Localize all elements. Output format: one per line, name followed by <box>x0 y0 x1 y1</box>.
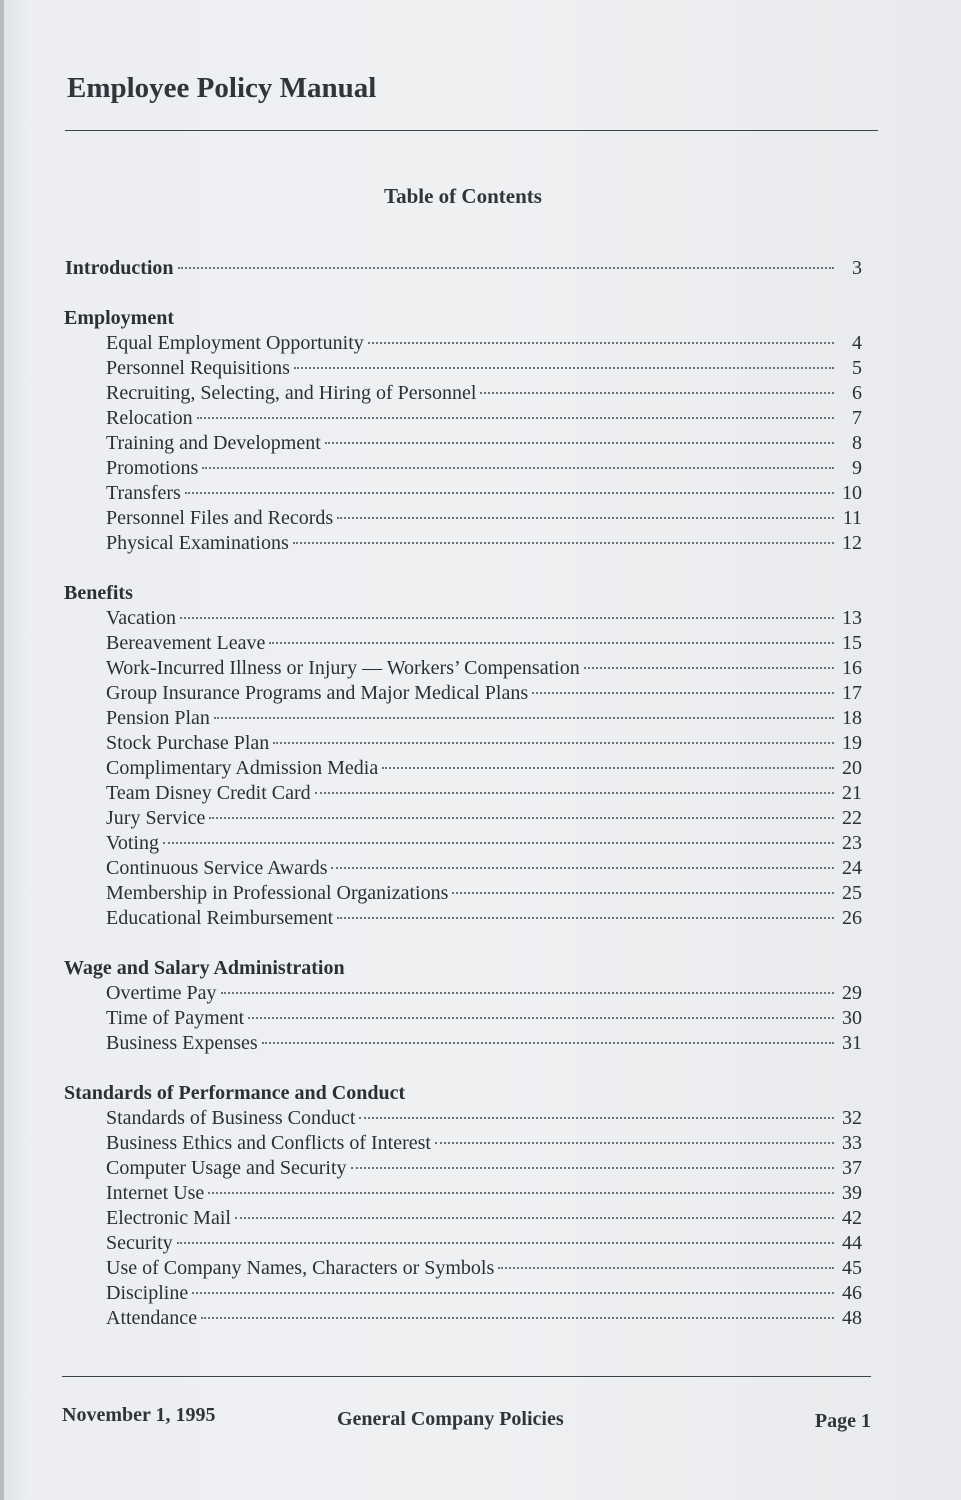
dot-leader <box>294 367 834 369</box>
toc-entry <box>62 806 862 831</box>
dot-leader <box>209 817 834 819</box>
header-divider <box>65 130 878 131</box>
toc-entry <box>62 1256 862 1281</box>
toc-section <box>62 306 862 556</box>
toc-entry-label: Transfers <box>106 482 181 504</box>
toc-entry-label: Complimentary Admission Media <box>106 757 379 779</box>
dot-leader <box>185 492 834 494</box>
toc-entry <box>62 381 862 406</box>
footer-section-title: General Company Policies <box>337 1408 564 1430</box>
toc-entry-page: 5 <box>852 357 862 379</box>
toc-entry <box>62 481 862 506</box>
toc-entry-label: Time of Payment <box>106 1007 245 1029</box>
toc-entry <box>62 1231 862 1256</box>
toc-entry-label: Voting <box>106 832 159 854</box>
toc-entry-page: 19 <box>842 732 862 754</box>
toc-entry-label: Continuous Service Awards <box>106 857 328 879</box>
dot-leader <box>368 342 834 344</box>
toc-entry-page: 11 <box>842 507 862 529</box>
toc-entry-page: 16 <box>842 657 862 679</box>
toc-entry-label: Security <box>106 1232 173 1254</box>
toc-entry-page: 31 <box>842 1032 862 1054</box>
toc-entry-label: Promotions <box>106 457 199 479</box>
toc-entry-page: 37 <box>842 1157 862 1179</box>
toc-entry <box>62 681 862 706</box>
dot-leader <box>315 792 834 794</box>
toc-entry-label: Personnel Files and Records <box>106 507 334 529</box>
toc-entry <box>62 531 862 556</box>
toc-entry <box>62 1031 862 1056</box>
toc-entry-page: 25 <box>842 882 862 904</box>
toc-entry-label: Vacation <box>106 607 176 629</box>
dot-leader <box>293 542 834 544</box>
toc-entry-page: 10 <box>842 482 862 504</box>
toc-entry-label: Stock Purchase Plan <box>106 732 270 754</box>
toc-entry-page: 30 <box>842 1007 862 1029</box>
dot-leader <box>197 417 834 419</box>
dot-leader <box>180 617 834 619</box>
toc-entry-page: 23 <box>842 832 862 854</box>
dot-leader <box>235 1217 834 1219</box>
dot-leader <box>331 867 834 869</box>
manual-title: Employee Policy Manual <box>67 72 377 104</box>
toc-entry-label: Relocation <box>106 407 193 429</box>
dot-leader <box>177 1242 834 1244</box>
toc-title: Table of Contents <box>384 184 542 208</box>
dot-leader <box>351 1167 835 1169</box>
dot-leader <box>214 717 834 719</box>
toc-entry-page: 18 <box>842 707 862 729</box>
toc-entry <box>62 981 862 1006</box>
toc-entry <box>62 1131 862 1156</box>
toc-entry <box>62 831 862 856</box>
toc-entry-label: Equal Employment Opportunity <box>106 332 364 354</box>
toc-entry-page: 12 <box>842 532 862 554</box>
toc-entry-label: Use of Company Names, Characters or Symbols <box>106 1257 495 1279</box>
toc-entry-page: 45 <box>842 1257 862 1279</box>
toc-entry <box>62 406 862 431</box>
toc-entry-page: 22 <box>842 807 862 829</box>
toc-entry-label: Bereavement Leave <box>106 632 266 654</box>
dot-leader <box>192 1292 834 1294</box>
toc-entry-page: 46 <box>842 1282 862 1304</box>
footer-date: November 1, 1995 <box>62 1404 216 1426</box>
toc-entry <box>62 1206 862 1231</box>
toc-entry-label: Business Expenses <box>106 1032 258 1054</box>
dot-leader <box>435 1142 834 1144</box>
table-of-contents <box>62 256 862 1331</box>
footer-page-number: Page 1 <box>814 1410 871 1432</box>
toc-entry-page: 26 <box>842 907 862 929</box>
toc-entry-label: Personnel Requisitions <box>106 357 290 379</box>
dot-leader <box>584 667 834 669</box>
dot-leader <box>221 992 834 994</box>
toc-entry <box>62 881 862 906</box>
toc-entry-page: 33 <box>842 1132 862 1154</box>
toc-entry-label: Training and Development <box>106 432 321 454</box>
toc-entry-page: 39 <box>842 1182 862 1204</box>
toc-entry-label: Attendance <box>106 1307 198 1329</box>
toc-entry-label: Introduction <box>65 257 174 279</box>
toc-section <box>62 581 862 931</box>
footer-divider <box>62 1376 871 1377</box>
toc-entry-label: Business Ethics and Conflicts of Interest <box>106 1132 431 1154</box>
page-spine-edge <box>0 0 4 1500</box>
toc-entry-label: Jury Service <box>106 807 206 829</box>
toc-entry <box>62 1006 862 1031</box>
toc-entry <box>62 506 862 531</box>
toc-entry-label: Overtime Pay <box>106 982 217 1004</box>
toc-entry-page: 32 <box>842 1107 862 1129</box>
toc-entry <box>62 331 862 356</box>
toc-entry <box>62 1281 862 1306</box>
toc-entry-page: 8 <box>852 432 862 454</box>
toc-entry <box>62 1156 862 1181</box>
dot-leader <box>202 467 834 469</box>
toc-entry-page: 15 <box>842 632 862 654</box>
toc-entry-page: 20 <box>842 757 862 779</box>
toc-entry-page: 9 <box>852 457 862 479</box>
toc-section-heading: Employment <box>64 307 174 329</box>
dot-leader <box>498 1267 834 1269</box>
toc-entry-introduction <box>62 256 862 281</box>
dot-leader <box>359 1117 834 1119</box>
toc-entry-page: 3 <box>852 257 862 279</box>
toc-entry-page: 13 <box>842 607 862 629</box>
toc-entry-page: 48 <box>842 1307 862 1329</box>
dot-leader <box>480 392 834 394</box>
dot-leader <box>337 917 834 919</box>
toc-entry-label: Standards of Business Conduct <box>106 1107 356 1129</box>
toc-entry-page: 29 <box>842 982 862 1004</box>
toc-entry-label: Group Insurance Programs and Major Medical Plans <box>106 682 529 704</box>
dot-leader <box>201 1317 834 1319</box>
dot-leader <box>269 642 834 644</box>
toc-entry-page: 7 <box>852 407 862 429</box>
toc-section <box>62 956 862 1056</box>
toc-section-heading: Standards of Performance and Conduct <box>64 1082 406 1104</box>
toc-entry-label: Work-Incurred Illness or Injury — Workers’ Compensation <box>106 657 580 679</box>
toc-entry <box>62 656 862 681</box>
toc-entry-page: 44 <box>842 1232 862 1254</box>
dot-leader <box>452 892 834 894</box>
toc-entry-page: 42 <box>842 1207 862 1229</box>
toc-entry <box>62 906 862 931</box>
dot-leader <box>337 517 834 519</box>
toc-entry-label: Computer Usage and Security <box>106 1157 347 1179</box>
dot-leader <box>178 267 834 269</box>
dot-leader <box>382 767 834 769</box>
toc-entry <box>62 856 862 881</box>
toc-entry-label: Membership in Professional Organizations <box>106 882 449 904</box>
toc-entry <box>62 631 862 656</box>
toc-entry-label: Recruiting, Selecting, and Hiring of Personnel <box>106 382 477 404</box>
toc-entry-label: Discipline <box>106 1282 189 1304</box>
toc-entry <box>62 781 862 806</box>
toc-entry-page: 17 <box>842 682 862 704</box>
toc-entry <box>62 756 862 781</box>
toc-section <box>62 1081 862 1331</box>
dot-leader <box>248 1017 834 1019</box>
dot-leader <box>273 742 834 744</box>
toc-entry-page: 4 <box>852 332 862 354</box>
toc-entry-label: Pension Plan <box>106 707 210 729</box>
toc-entry-page: 21 <box>842 782 862 804</box>
toc-entry-label: Team Disney Credit Card <box>106 782 311 804</box>
dot-leader <box>262 1042 834 1044</box>
toc-entry <box>62 456 862 481</box>
toc-entry-label: Physical Examinations <box>106 532 289 554</box>
toc-entry-label: Electronic Mail <box>106 1207 231 1229</box>
toc-section-heading: Wage and Salary Administration <box>64 957 345 979</box>
toc-entry-page: 24 <box>842 857 862 879</box>
toc-entry <box>62 1106 862 1131</box>
toc-entry-page: 6 <box>852 382 862 404</box>
toc-entry-label: Educational Reimbursement <box>106 907 334 929</box>
toc-entry <box>62 731 862 756</box>
dot-leader <box>325 442 834 444</box>
toc-entry <box>62 606 862 631</box>
toc-entry <box>62 356 862 381</box>
dot-leader <box>532 692 834 694</box>
toc-section-heading: Benefits <box>64 582 133 604</box>
toc-entry <box>62 431 862 456</box>
dot-leader <box>208 1192 834 1194</box>
dot-leader <box>163 842 834 844</box>
toc-entry <box>62 1306 862 1331</box>
toc-entry <box>62 1181 862 1206</box>
toc-entry-label: Internet Use <box>106 1182 205 1204</box>
toc-entry <box>62 706 862 731</box>
